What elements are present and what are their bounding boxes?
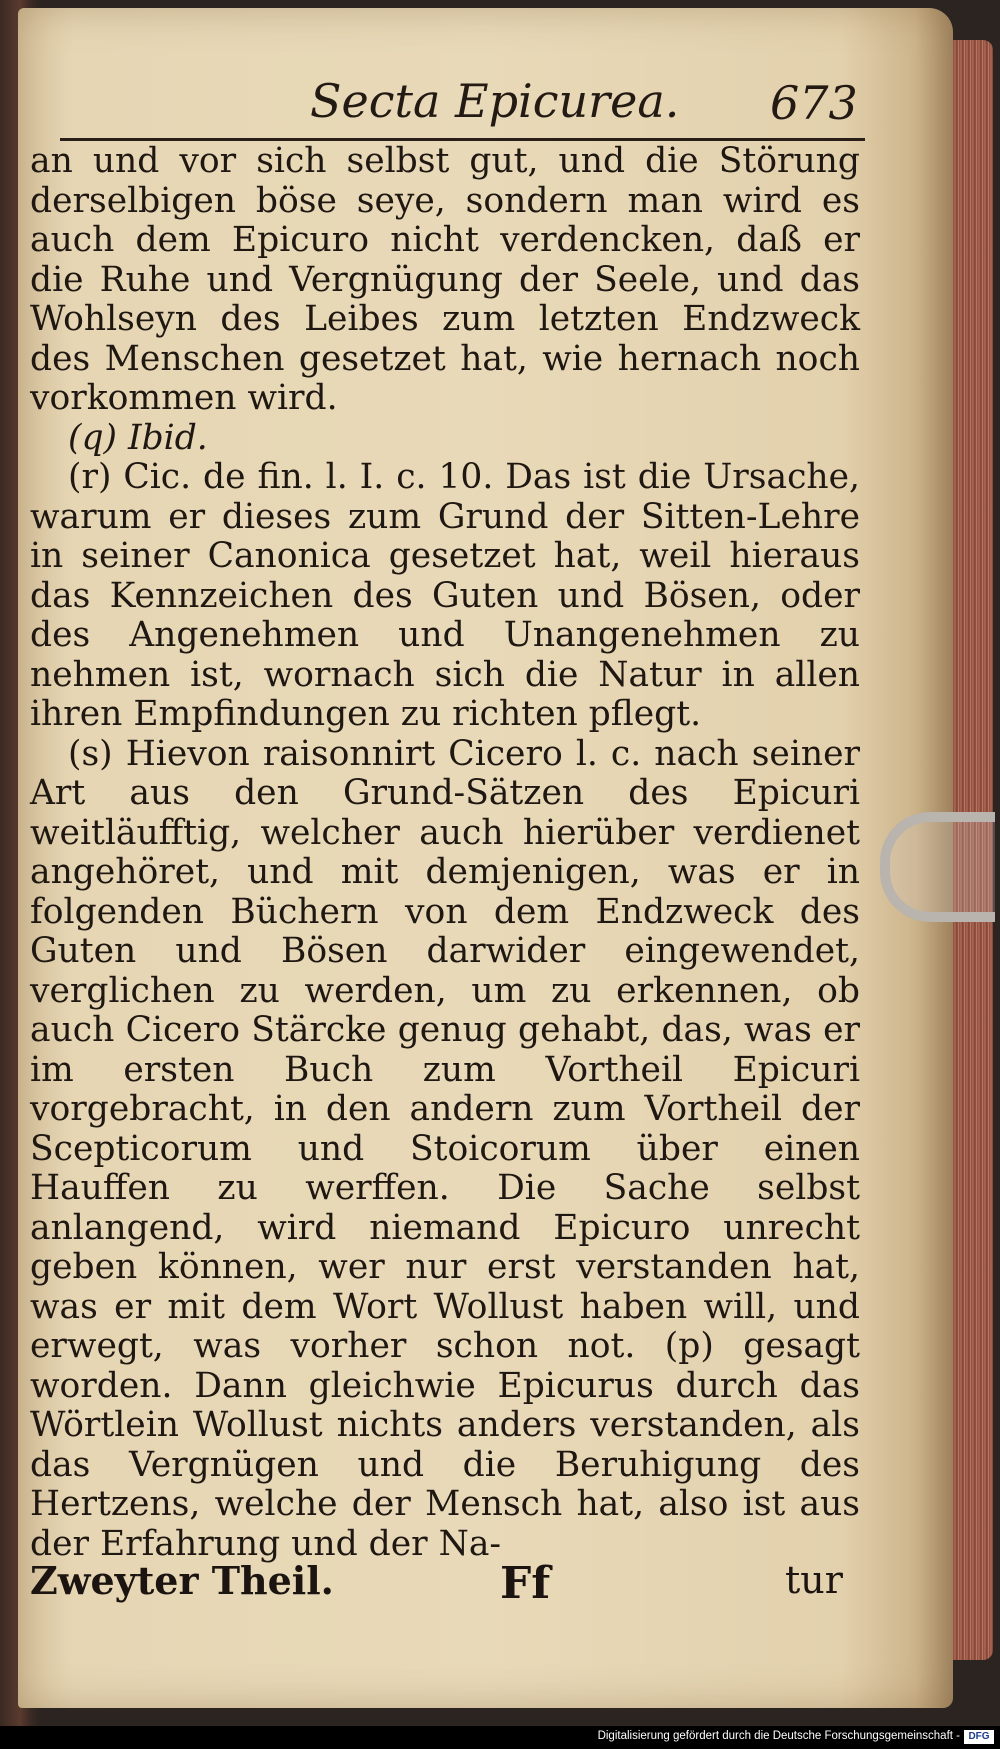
footnote-s: (s) Hievon raisonnirt Cicero l. c. nach seiner Art aus den Grund-Sätzen des Epicuri weitläufftig, welcher auch hierüber verdienet angehöret, und mit demjenigen, was er in folgenden Büchern von dem Endzweck des Guten und Bösen darwider eingewendet, verglichen zu werden, um zu erkennen, ob auch Cicero Stärcke genug gehabt, das, was er im ersten Buch zum Vortheil Epicuri vorgebracht, in den andern zum Vortheil der Scepticorum und Stoicorum über einen Hauffen zu werffen. Die Sache selbst anlangend, wird niemand Epicuro unrecht geben können, wer nur erst verstanden hat, was er mit dem Wort Wollust haben will, und erwegt, was vorher schon not. (p) gesagt worden. Dann gleichwie Epicurus durch das Wörtlein Wollust nichts anders verstanden, als das Vergnügen und die Beruhigung des Hertzens, welche der Mensch hat, also ist aus der Erfahrung und der Na-	[30, 733, 860, 1564]
page-footer	[30, 1558, 850, 1618]
dfg-logo: DFG	[964, 1730, 994, 1744]
catchword: tur	[785, 1558, 843, 1602]
page-header	[60, 74, 860, 144]
footnote-r: (r) Cic. de fin. l. I. c. 10. Das ist die Ursache, warum er dieses zum Grund der Sitten-Lehre in seiner Canonica gesetzet hat, weil hieraus das Kennzeichen des Guten und Bösen, oder des Angenehmen und Unangenehmen zu nehmen ist, wornach sich die Natur in allen ihren Empfindungen zu richten pflegt.	[30, 457, 860, 734]
paragraph-continuation: an und vor sich selbst gut, und die Störung derselbigen böse seye, sondern man wird es auch dem Epicuro nicht verdencken, daß er die Ruhe und Vergnügung der Seele, und das Wohlseyn des Leibes zum letzten Endzweck des Menschen gesetzet hat, wie hernach noch vorkommen wird.	[30, 141, 860, 418]
page-text	[30, 142, 860, 1564]
page-number: 673	[770, 76, 858, 130]
part-label: Zweyter Theil.	[30, 1558, 334, 1603]
footnote-q: (q) Ibid.	[68, 417, 208, 458]
signature-mark: Ff	[500, 1558, 551, 1609]
credit-text: Digitalisierung gefördert durch die Deutsche Forschungsgemeinschaft -	[597, 1730, 960, 1742]
running-title: Secta Epicurea.	[310, 74, 680, 128]
page-clip	[880, 812, 995, 922]
credit-bar	[0, 1726, 1000, 1749]
